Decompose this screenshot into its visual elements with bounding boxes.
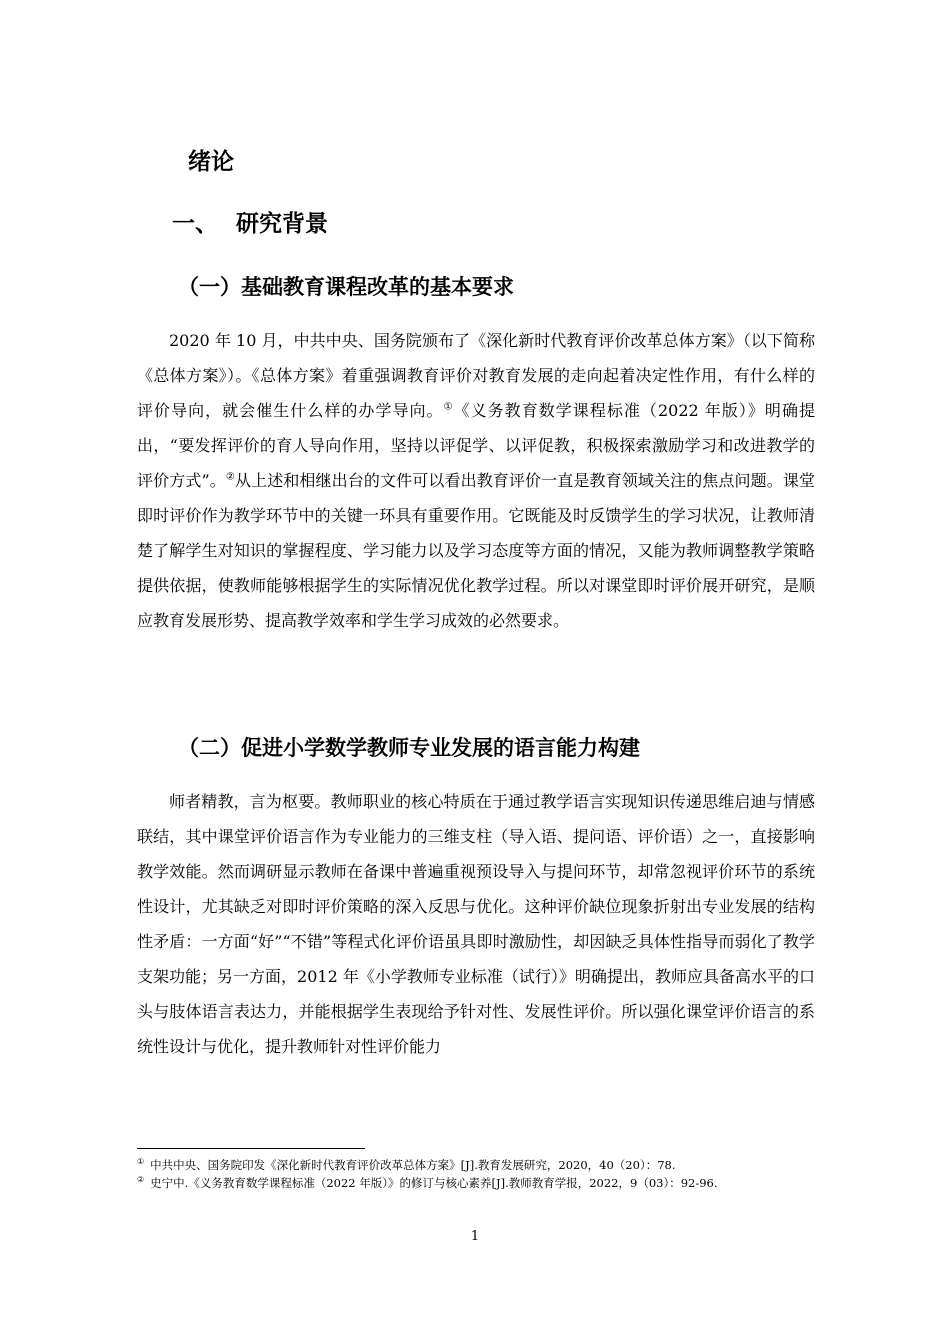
paragraph-1 [137, 323, 815, 638]
footnote-ref-2[interactable]: ② [225, 471, 235, 483]
footnote-mark-1: ① [137, 1157, 145, 1167]
chapter-title: 绪论 [188, 149, 234, 175]
footnote-2 [137, 1174, 817, 1192]
paragraph-2: 师者精教，言为枢要。教师职业的核心特质在于通过教学语言实现知识传递思维启迪与情感联结，其中课堂评价语言作为专业能力的三维支柱（导入语、提问语、评价语）之一，直接影响教学效能。然而调研显示教师在备课中普遍重视预设导入与提问环节，却常忽视评价环节的系统性设计，尤其缺乏对即时评价策略的深入反思与优化。这种评价缺位现象折射出专业发展的结构性矛盾：一方面“好”“不错”等程式化评价语虽具即时激励性，却因缺乏具体性指导而弱化了教学支架功能；另一方面，2012 年《小学教师专业标准（试行）》明确提出，教师应具备高水平的口头与肢体语言表达力，并能根据学生表现给予针对性、发展性评价。所以强化课堂评价语言的系统性设计与优化，提升教师针对性评价能力 [137, 792, 815, 1056]
footnotes [137, 1156, 817, 1192]
paragraph-1-part-1: 2020 年 10 月，中共中央、国务院颁布了《深化新时代教育评价改革总体方案》（以下简称《总体方案》）。《总体方案》着重强调教育评价对教育发展的走向起着决定性作用，有什么样的评价导向，就会催生什么样的办学导向。 [137, 331, 815, 420]
page-number: 1 [470, 1229, 480, 1244]
footnote-1 [137, 1156, 817, 1174]
section-number: 一、 [172, 211, 218, 237]
footnote-mark-2: ② [137, 1175, 145, 1185]
section-heading [172, 208, 328, 240]
footnote-ref-1[interactable]: ① [443, 401, 454, 413]
section-title: 研究背景 [236, 211, 328, 237]
footnote-text-2: 史宁中.《义务教育数学课程标准（2022 年版）》的修订与核心素养[J].教师教育学报，2022，9（03）：92-96. [150, 1176, 718, 1190]
footnote-text-1: 中共中央、国务院印发《深化新时代教育评价改革总体方案》[J].教育发展研究，2020，40（20）：78. [150, 1158, 676, 1172]
paragraph-1-part-2: 《义务教育数学课程标准（2022 年版）》明确提出，“要发挥评价的育人导向作用，坚持以评促学、以评促教，积极探索激励学习和改进教学的评价方式”。 [137, 401, 815, 490]
footnote-separator [137, 1148, 365, 1149]
subsection-title-1: （一）基础教育课程改革的基本要求 [178, 275, 514, 299]
paragraph-1-part-3: 从上述和相继出台的文件可以看出教育评价一直是教育领域关注的焦点问题。课堂即时评价作为教学环节中的关键一环具有重要作用。它既能及时反馈学生的学习状况，让教师清楚了解学生对知识的掌握程度、学习能力以及学习态度等方面的情况，又能为教师调整教学策略提供依据，使教师能够根据学生的实际情况优化教学过程。所以对课堂即时评价展开研究，是顺应教育发展形势、提高教学效率和学生学习成效的必然要求。 [137, 471, 815, 630]
subsection-title-2: （二）促进小学数学教师专业发展的语言能力构建 [178, 736, 640, 760]
